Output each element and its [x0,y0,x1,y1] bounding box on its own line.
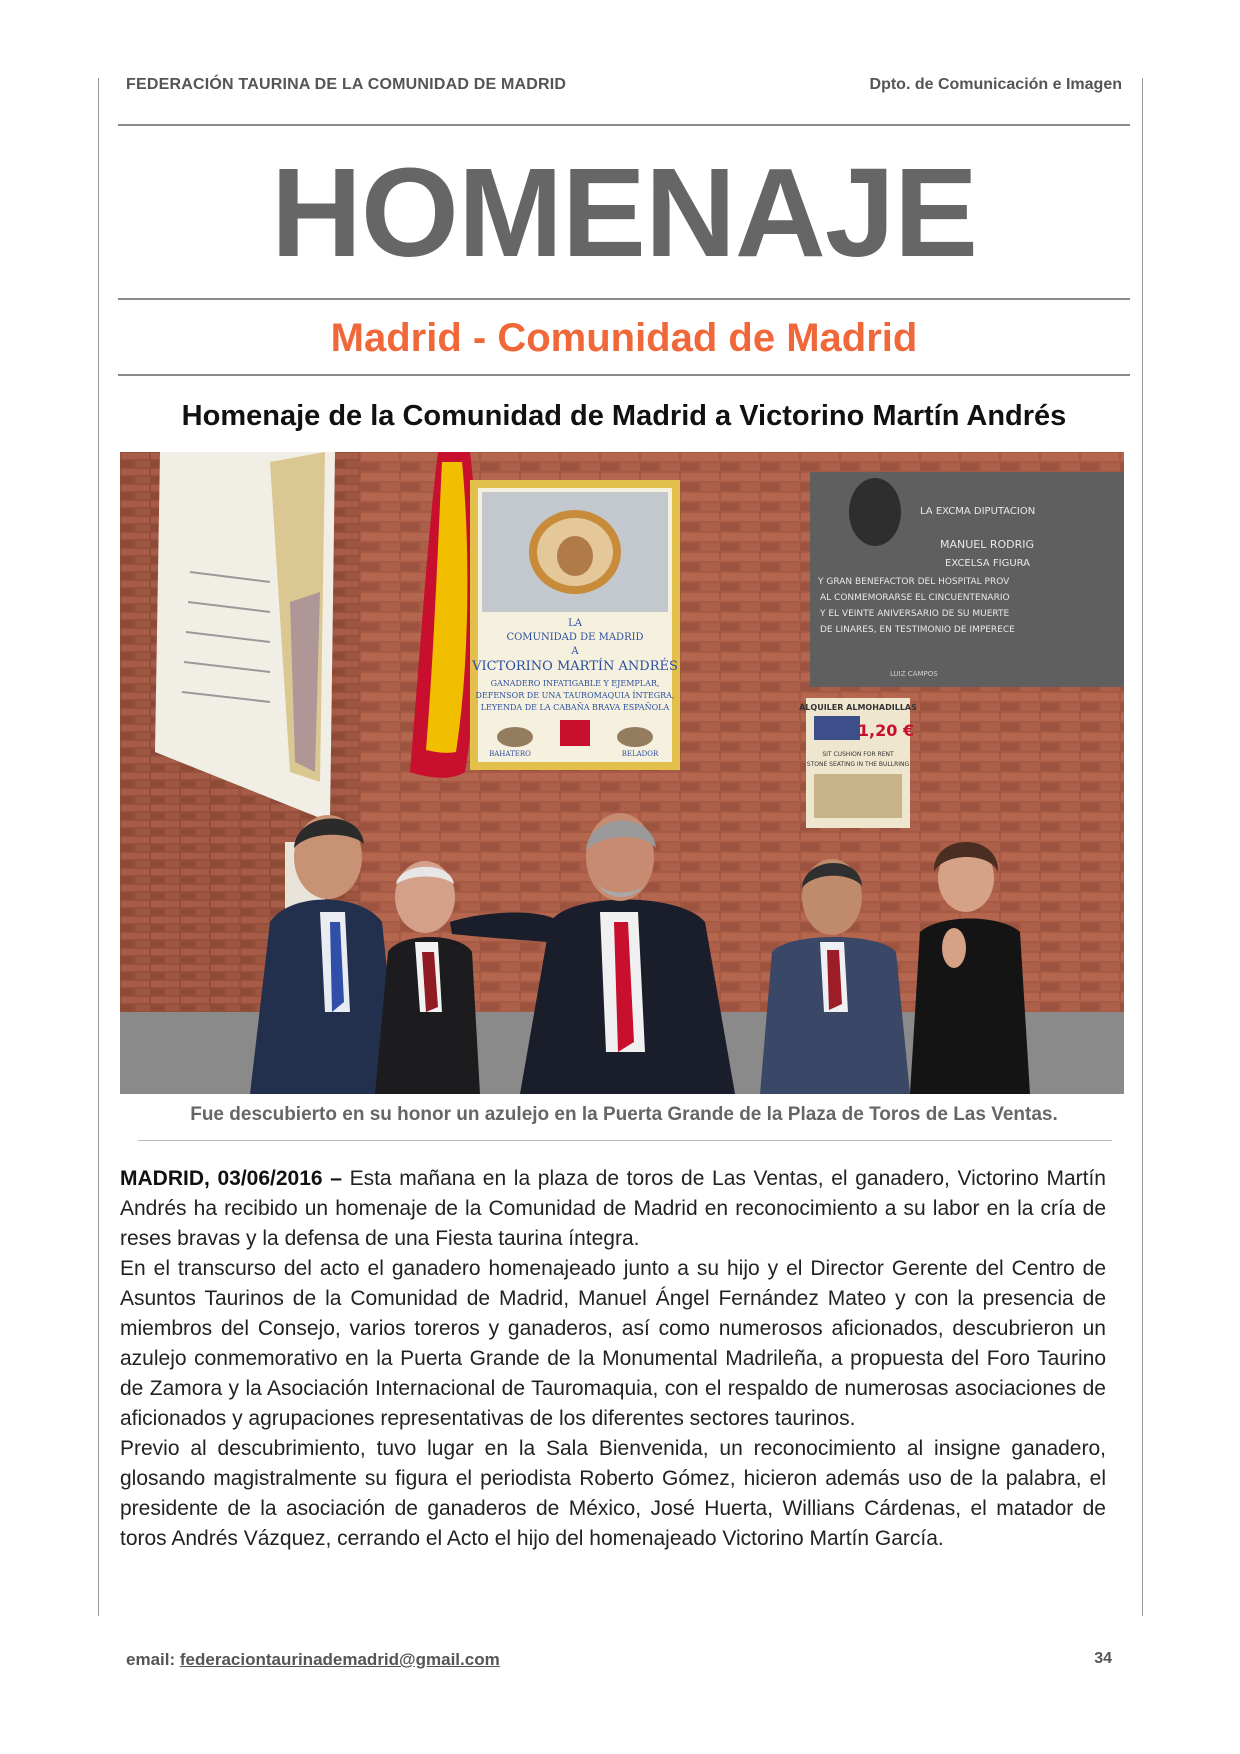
paragraph-2: En el transcurso del acto el ganadero homenajeado junto a su hijo y el Director Gerente del Centro de Asuntos Taurinos de la Comunidad de Madrid, Manuel Ángel Fernández Mateo y con la presencia de miembros del Consejo, varios toreros y ganaderos, así como numerosos aficionados, descubrieron un azulejo conmemorativo en la Puerta Grande de la Monumental Madrileña, a propuesta del Foro Taurino de Zamora y la Asociación Internacional de Tauromaquia, con el respaldo de numerosas asociaciones de aficionados y agrupaciones representativas de los diferentes sectores taurinos. [120,1257,1106,1430]
page-title: HOMENAJE [270,142,978,283]
dateline: MADRID, 03/06/2016 – [120,1167,342,1190]
article-body [120,1164,1106,1554]
photo-caption: Fue descubierto en su honor un azulejo en la Puerta Grande de la Plaza de Toros de Las Ventas. [190,1104,1058,1125]
svg-text:1,20 €: 1,20 € [857,721,915,740]
email-label: email: [126,1650,176,1669]
svg-text:LUIZ CAMPOS: LUIZ CAMPOS [890,670,938,678]
svg-text:SIT CUSHION FOR RENT: SIT CUSHION FOR RENT [822,751,894,758]
right-margin-line [1142,78,1143,1616]
page-number: 34 [1094,1650,1112,1667]
caption-rule [138,1140,1112,1141]
header-department: Dpto. de Comunicación e Imagen [869,76,1122,93]
svg-text:AL CONMEMORARSE EL CINCUENTENA: AL CONMEMORARSE EL CINCUENTENARIO [820,593,1010,603]
svg-text:VICTORINO MARTÍN ANDRÉS: VICTORINO MARTÍN ANDRÉS [472,659,678,674]
paragraph-1-text: Esta mañana en la plaza de toros de Las Ventas, el ganadero, Victorino Martín Andrés ha recibido un homenaje de la Comunidad de Madrid en reconocimiento a su labor en la cría de reses bravas y la defensa de una Fiesta taurina íntegra. [120,1167,1106,1250]
header-organization: FEDERACIÓN TAURINA DE LA COMUNIDAD DE MADRID [126,76,567,93]
svg-text:ALQUILER ALMOHADILLAS: ALQUILER ALMOHADILLAS [799,703,917,712]
subtitle-rule [118,374,1130,376]
svg-text:BAHATERO: BAHATERO [489,750,531,758]
svg-text:LA EXCMA DIPUTACION: LA EXCMA DIPUTACION [920,506,1036,517]
svg-text:EXCELSA FIGURA: EXCELSA FIGURA [945,558,1031,569]
svg-text:Y GRAN BENEFACTOR DEL HOSPITAL: Y GRAN BENEFACTOR DEL HOSPITAL PROV [818,577,1010,587]
title-rule [118,298,1130,300]
svg-text:LA: LA [568,618,582,629]
svg-text:COMUNIDAD DE MADRID: COMUNIDAD DE MADRID [506,632,644,643]
svg-text:A: A [571,646,579,657]
svg-text:BELADOR: BELADOR [621,750,659,758]
article-photo [120,452,1124,1094]
svg-text:LEYENDA DE LA CABAÑA BRAVA ESP: LEYENDA DE LA CABAÑA BRAVA ESPAÑOLA [480,703,670,712]
article-headline: Homenaje de la Comunidad de Madrid a Victorino Martín Andrés [181,400,1067,432]
cushion-rental-sign [799,698,917,828]
paragraph-1 [120,1164,1106,1254]
section-subtitle: Madrid - Comunidad de Madrid [330,316,918,360]
svg-text:Y EL VEINTE ANIVERSARIO DE SU: Y EL VEINTE ANIVERSARIO DE SU MUERTE [820,609,1010,619]
svg-text:GANADERO INFATIGABLE Y EJEMPLA: GANADERO INFATIGABLE Y EJEMPLAR, [490,679,660,688]
footer-contact [126,1650,500,1670]
svg-text:DE LINARES, EN TESTIMONIO DE I: DE LINARES, EN TESTIMONIO DE IMPERECE [820,625,1015,635]
stone-plaque [810,472,1124,687]
paragraph-3: Previo al descubrimiento, tuvo lugar en la Sala Bienvenida, un reconocimiento al insigne ganadero, glosando magistralmente su figura el periodista Roberto Gómez, hicieron además uso de la palabra, el presidente de la asociación de ganaderos de México, José Huerta, Willians Cárdenas, el matador de toros Andrés Vázquez, cerrando el Acto el hijo del homenajeado Victorino Martín García. [120,1437,1106,1550]
header-rule [118,124,1130,126]
commemorative-tile [470,480,680,770]
email-link[interactable]: federaciontaurinademadrid@gmail.com [179,1650,500,1669]
left-margin-line [98,78,99,1616]
svg-text:MANUEL RODRIG: MANUEL RODRIG [940,538,1035,551]
svg-text:DEFENSOR DE UNA TAUROMAQUIA ÍN: DEFENSOR DE UNA TAUROMAQUIA ÍNTEGRA, [475,691,675,700]
svg-text:STONE SEATING IN THE BULLRING: STONE SEATING IN THE BULLRING [806,761,910,768]
